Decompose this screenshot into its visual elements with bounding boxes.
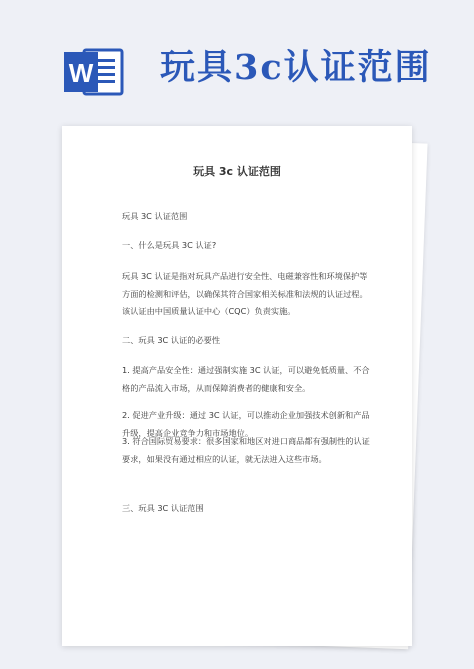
section-heading-1: 一、什么是玩具 3C 认证?: [122, 240, 217, 250]
paragraph-definition: 玩具 3C 认证是指对玩具产品进行安全性、电磁兼容性和环境保护等方面的检测和评估，以确保其符合国家相关标准和法规的认证过程。该认证由中国质量认证中心（CQC）负责实施。: [122, 271, 368, 316]
banner-title: 玩具3c认证范围: [160, 47, 432, 88]
document-page: [62, 126, 412, 646]
paragraph-point-1: 1. 提高产品安全性：通过强制实施 3C 认证，可以避免低质量、不合格的产品流入市场，从而保障消费者的健康和安全。: [122, 365, 370, 393]
paragraph-heading: 玩具 3C 认证范围: [122, 211, 188, 221]
section-heading-3: 三、玩具 3C 认证范围: [122, 503, 204, 513]
word-document-icon: [62, 46, 128, 98]
svg-text:W: W: [68, 58, 94, 88]
section-heading-2: 二、玩具 3C 认证的必要性: [122, 335, 221, 345]
paragraph-point-3: 3. 符合国际贸易要求：很多国家和地区对进口商品都有强制性的认证要求，如果没有通过相应的认证，就无法进入这些市场。: [122, 436, 370, 464]
document-banner: [0, 0, 474, 110]
paragraph-point-2: 2. 促进产业升级：通过 3C 认证，可以推动企业加强技术创新和产品升级，提高企业竞争力和市场地位。: [122, 410, 370, 438]
document-title: 玩具 3c 认证范围: [193, 165, 281, 178]
